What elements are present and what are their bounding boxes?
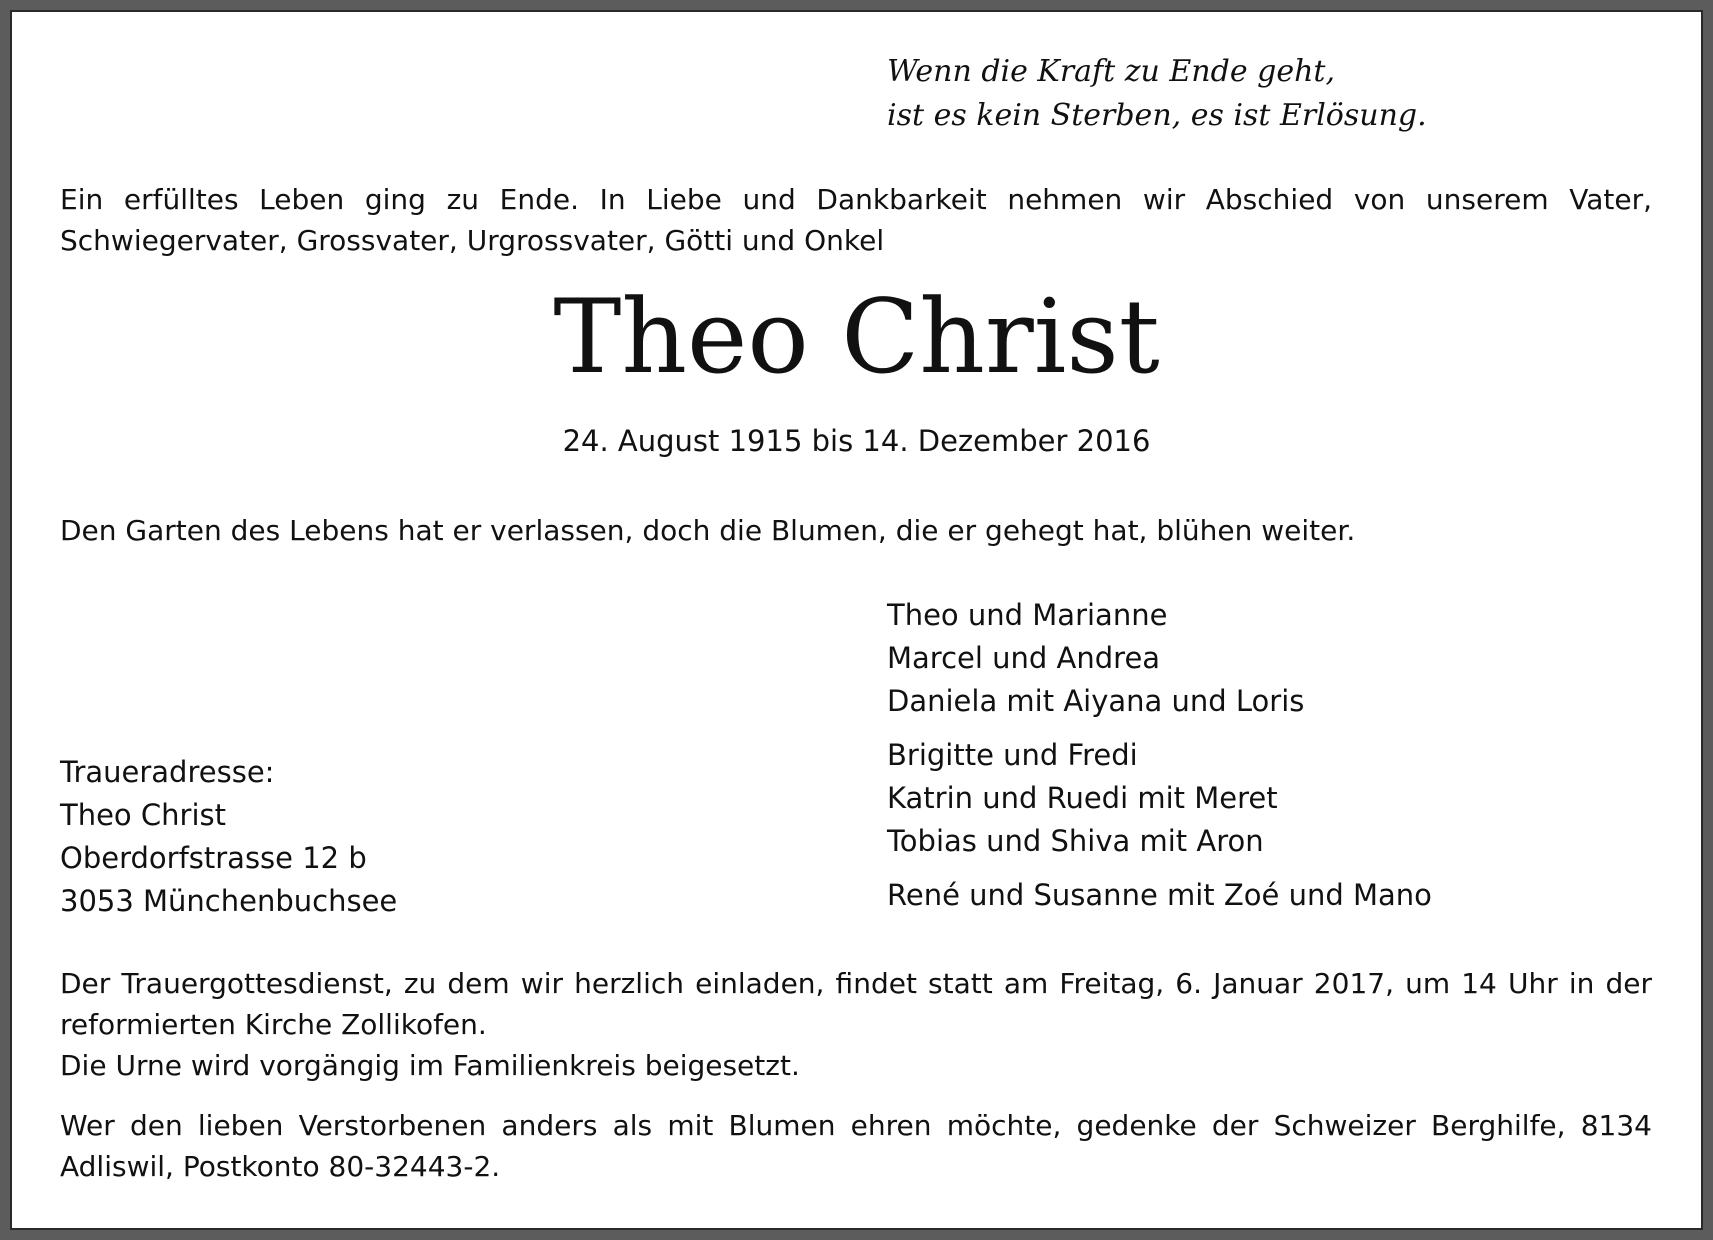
motto-line: Wenn die Kraft zu Ende geht, [887,54,1335,89]
family-member: Brigitte und Fredi [887,738,1138,772]
family-member: Theo und Marianne [887,598,1168,632]
service-text: Der Trauergottesdienst, zu dem wir herzlich einladen, findet statt am Freitag, 6. Januar 2017, um 14 Uhr in der reformierten Kirche Zollikofen. [60,967,1652,1041]
address-label: Traueradresse: [60,755,275,789]
donation-info: Wer den lieben Verstorbenen anders als mit Blumen ehren möchte, gedenke der Schweizer Berghilfe, 8134 Adliswil, Postkonto 80-32443-2. [60,1109,1652,1183]
address-street: Oberdorfstrasse 12 b [60,841,367,875]
memorial-quote: Den Garten des Lebens hat er verlassen, doch die Blumen, die er gehegt hat, blühen weiter. [60,514,1356,547]
deceased-name: Theo Christ [553,278,1160,397]
urn-text: Die Urne wird vorgängig im Familienkreis beigesetzt. [60,1049,800,1082]
family-member: Katrin und Ruedi mit Meret [887,781,1278,815]
intro-text: Ein erfülltes Leben ging zu Ende. In Liebe und Dankbarkeit nehmen wir Abschied von unserem Vater, Schwiegervater, Grossvater, Urgrossvater, Götti und Onkel [60,183,1652,257]
motto-line: ist es kein Sterben, es ist Erlösung. [887,98,1427,133]
family-list [887,594,1432,928]
family-member: Tobias und Shiva mit Aron [887,824,1264,858]
life-dates: 24. August 1915 bis 14. Dezember 2016 [562,424,1151,458]
family-member: Marcel und Andrea [887,641,1161,675]
family-member: Daniela mit Aiyana und Loris [887,684,1305,718]
family-group [887,734,1432,863]
funeral-service-info [60,963,1652,1086]
motto-verse [887,50,1427,138]
mourning-address [60,751,397,923]
address-name: Theo Christ [60,798,226,832]
family-group [887,874,1432,917]
family-member: René und Susanne mit Zoé und Mano [887,878,1432,912]
family-group [887,594,1432,723]
address-city: 3053 Münchenbuchsee [60,884,398,918]
